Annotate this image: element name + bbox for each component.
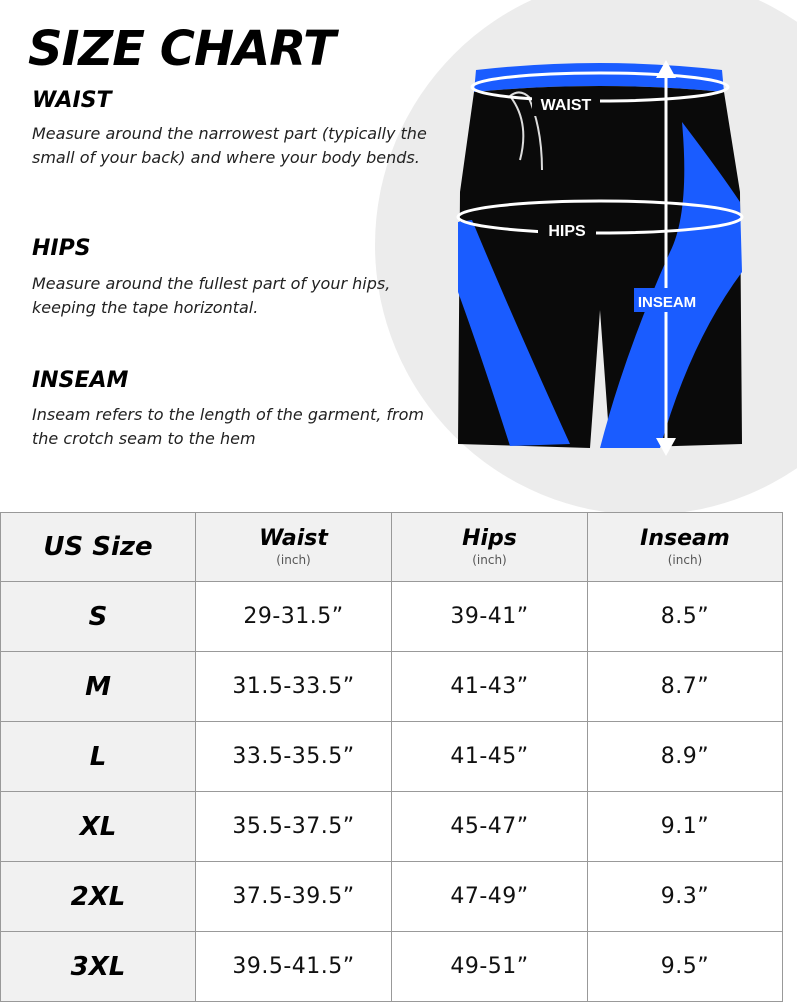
inseam-cell: 8.9”	[588, 722, 783, 792]
waist-cell: 29-31.5”	[196, 582, 392, 652]
size-table	[0, 512, 783, 1002]
header-waist: Waist (inch)	[196, 513, 392, 582]
inseam-cell: 8.5”	[588, 582, 783, 652]
inseam-cell: 9.1”	[588, 792, 783, 862]
inseam-cell: 9.3”	[588, 862, 783, 932]
table-row	[1, 652, 783, 722]
hips-heading: HIPS	[32, 236, 91, 261]
inseam-cell: 9.5”	[588, 932, 783, 1002]
waist-cell: 37.5-39.5”	[196, 862, 392, 932]
waist-cell: 33.5-35.5”	[196, 722, 392, 792]
inseam-cell: 8.7”	[588, 652, 783, 722]
header-inseam: Inseam (inch)	[588, 513, 783, 582]
waist-heading: WAIST	[32, 88, 112, 113]
hips-label: HIPS	[548, 223, 586, 240]
size-cell: 3XL	[1, 932, 196, 1002]
size-cell: 2XL	[1, 862, 196, 932]
table-row	[1, 932, 783, 1002]
table-row	[1, 722, 783, 792]
size-cell: XL	[1, 792, 196, 862]
hips-cell: 45-47”	[392, 792, 588, 862]
waist-label: WAIST	[540, 97, 592, 114]
table-row	[1, 582, 783, 652]
inseam-description: Inseam refers to the length of the garment, from the crotch seam to the hem	[32, 405, 424, 448]
hips-cell: 41-43”	[392, 652, 588, 722]
inseam-heading: INSEAM	[32, 368, 129, 393]
table-row	[1, 792, 783, 862]
inseam-label: INSEAM	[637, 294, 697, 311]
size-cell: M	[1, 652, 196, 722]
shorts-illustration	[450, 52, 750, 472]
hips-description: Measure around the fullest part of your hips, keeping the tape horizontal.	[32, 274, 391, 317]
hips-cell: 41-45”	[392, 722, 588, 792]
hips-cell: 49-51”	[392, 932, 588, 1002]
waist-cell: 35.5-37.5”	[196, 792, 392, 862]
waist-cell: 39.5-41.5”	[196, 932, 392, 1002]
waist-description: Measure around the narrowest part (typically the small of your back) and where your body bends.	[32, 124, 427, 167]
header-us-size: US Size	[1, 513, 196, 582]
hips-cell: 39-41”	[392, 582, 588, 652]
size-cell: S	[1, 582, 196, 652]
table-header-row	[1, 513, 783, 582]
table-row	[1, 862, 783, 932]
page-title: SIZE CHART	[28, 21, 335, 77]
hips-cell: 47-49”	[392, 862, 588, 932]
header-hips: Hips (inch)	[392, 513, 588, 582]
waist-cell: 31.5-33.5”	[196, 652, 392, 722]
size-cell: L	[1, 722, 196, 792]
